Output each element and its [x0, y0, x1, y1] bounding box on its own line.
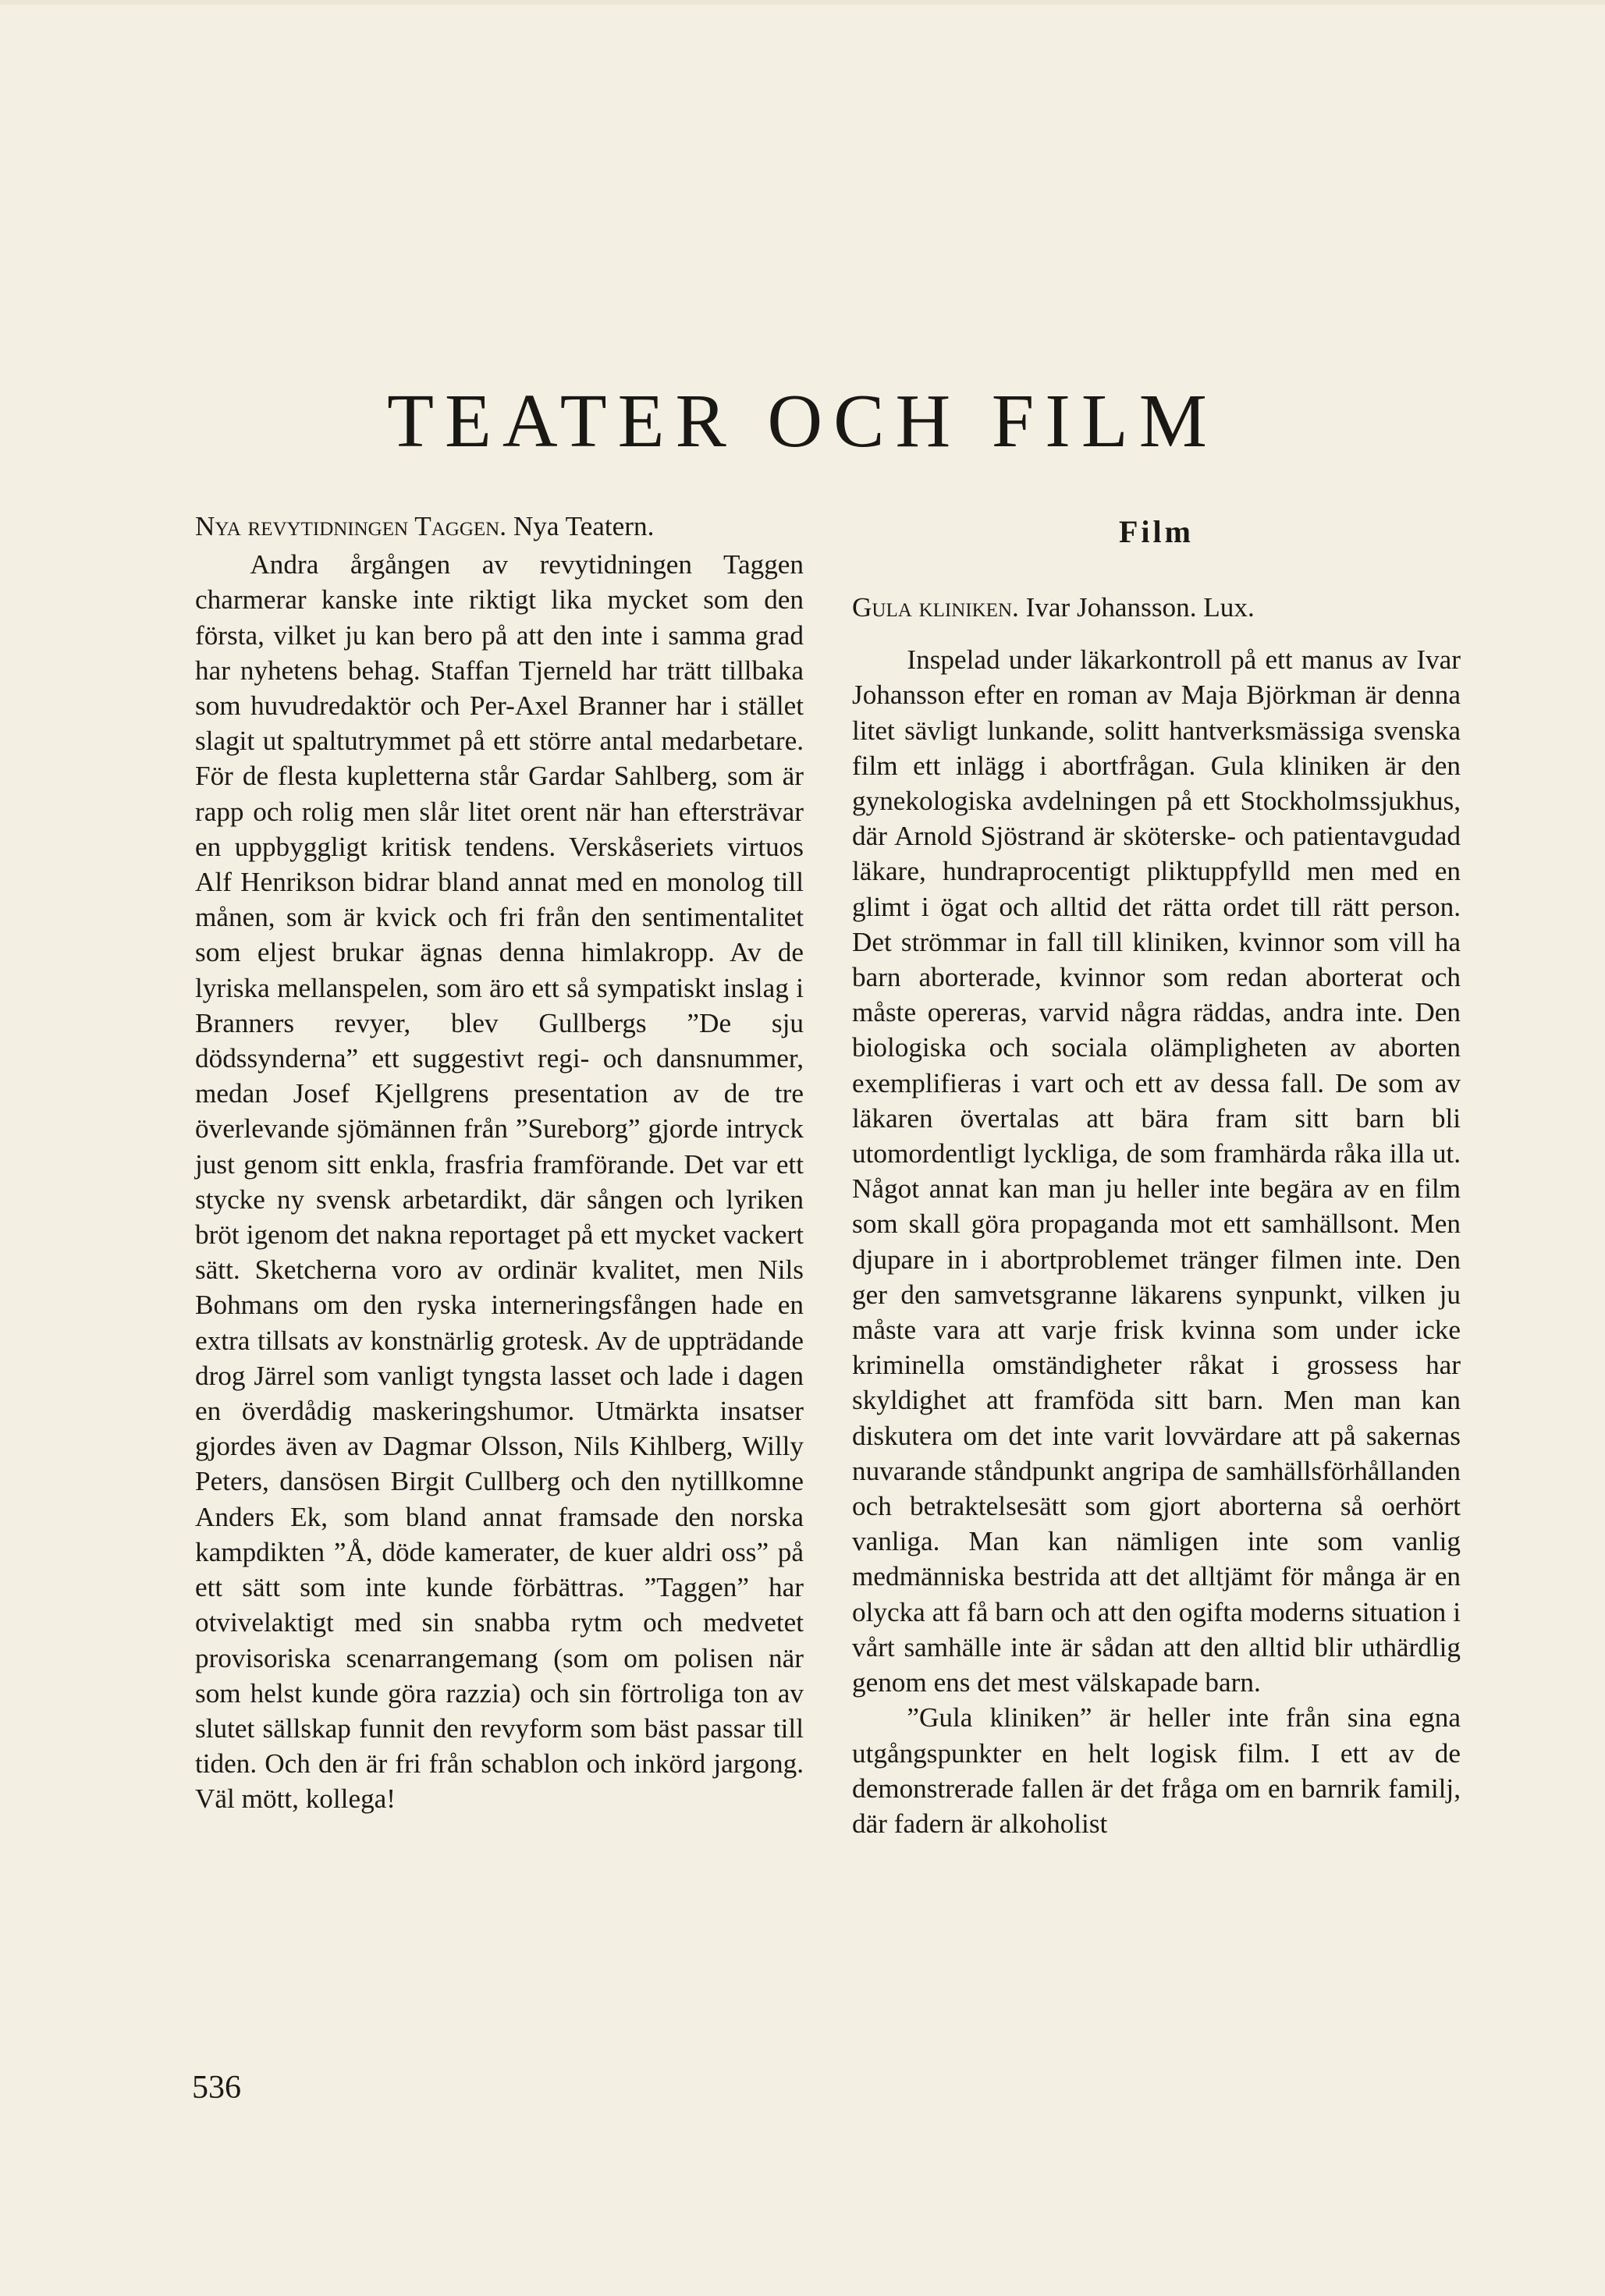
left-column [195, 509, 804, 1817]
theater-review-body: Andra årgången av revytidningen Taggen charmerar kanske inte riktigt lika mycket som den första, vilket ju kan bero på att den inte i samma grad har nyhetens behag. Staffan Tjerneld har trätt tillbaka som huvudredaktör och Per-Axel Branner har i stället slagit ut spaltutrymmet på ett större antal medarbetare. För de flesta kupletterna står Gardar Sahlberg, som är rapp och rolig men slår litet orent när han eftersträvar en uppbyggligt kritisk tendens. Verskåseriets virtuos Alf Henrikson bidrar bland annat med en monolog till månen, som är kvick och fri från den sentimentalitet som eljest brukar ägnas denna himlakropp. Av de lyriska mellanspelen, som äro ett så sympatiskt inslag i Branners revyer, blev Gullbergs ”De sju dödssynderna” ett suggestivt regi- och dansnummer, medan Josef Kjellgrens presentation av de tre överlevande sjömännen från ”Sureborg” gjorde intryck just genom sitt enkla, frasfria framförande. Det var ett stycke ny svensk arbetardikt, där sången och lyriken bröt igenom det nakna reportaget på ett mycket vackert sätt. Sketcherna voro av ordinär kvalitet, men Nils Bohmans om den ryska interneringsfången hade en extra tillsats av konstnärlig grotesk. Av de uppträdande drog Järrel som vanligt tyngsta lasset och lade i dagen en överdådig maskeringshumor. Utmärkta insatser gjordes även av Dagmar Olsson, Nils Kihlberg, Willy Peters, dansösen Birgit Cullberg och den nytillkomne Anders Ek, som bland annat framsade den norska kampdikten ”Å, döde kamerater, de kuer aldri oss” på ett sätt som inte kunde förbättras. ”Taggen” har otvivelaktigt med sin snabba rytm och medvetet provisoriska scenarrangemang (som om polisen när som helst kunde göra razzia) och sin förtroliga ton av slutet sällskap funnit den revyform som bäst passar till tiden. Och den är fri från schablon och inkörd jargong. Väl mött, kollega! [195, 549, 804, 1815]
film-review-title: Gula kliniken. [852, 592, 1019, 623]
page-title: TEATER OCH FILM [387, 378, 1218, 463]
right-column [852, 509, 1461, 1841]
film-section-title: Film [1119, 514, 1194, 549]
film-review-paragraph-2: ”Gula kliniken” är heller inte från sina egna utgångspunkter en helt logisk film. I ett av de demonstrerade fallen är det fråga om en barnrik familj, där fadern är alkoholist [852, 1702, 1461, 1839]
top-edge [0, 0, 1605, 5]
film-review-heading [852, 590, 1461, 625]
review-title: Nya revytidningen Taggen. [195, 511, 507, 541]
theater-review-heading [195, 509, 804, 544]
page-number: 536 [192, 2070, 241, 2106]
film-review-paragraph-1: Inspelad under läkarkontroll på ett manus av Ivar Johansson efter en roman av Maja Björkman är denna litet sävligt lunkande, solitt hantverksmässiga svenska film ett inlägg i abortfrågan. Gula kliniken är den gynekologiska avdelningen på ett Stockholmssjukhus, där Arnold Sjöstrand är sköterske- och patientavgudad läkare, hundraprocentigt pliktuppfylld men med en glimt i ögat och alltid det rätta ordet till rätt person. Det strömmar in fall till kliniken, kvinnor som vill ha barn aborterade, kvinnor som redan aborterat och måste opereras, varvid några räddas, andra inte. Den biologiska och sociala olämpligheten av aborten exemplifieras i vart och ett av dessa fall. De som av läkaren övertalas att bära fram sitt barn bli utomordentligt lyckliga, de som framhärda råka illa ut. Något annat kan man ju heller inte begära av en film som skall göra propaganda mot ett samhällsont. Men djupare in i abortproblemet tränger filmen inte. Den ger den samvetsgranne läkarens synpunkt, vilken ju måste vara att varje frisk kvinna som under icke kriminella omständigheter råkat i grossess har skyldighet att framföda sitt barn. Men man kan diskutera om det inte varit lovvärdare att på sakernas nuvarande ståndpunkt angripa de samhällsförhållanden och betraktelsesätt som gjort aborterna så oerhört vanliga. Man kan nämligen inte som vanlig medmänniska bestrida att det alltjämt för många är en olycka att få barn och att den ogifta moderns situation i vårt samhälle inte är sådan att den alltid blir uthärdlig genom ens det mest välskapade barn. [852, 644, 1461, 1698]
film-review-credits: Ivar Johansson. Lux. [1025, 592, 1255, 623]
review-venue: Nya Teatern. [513, 511, 655, 541]
